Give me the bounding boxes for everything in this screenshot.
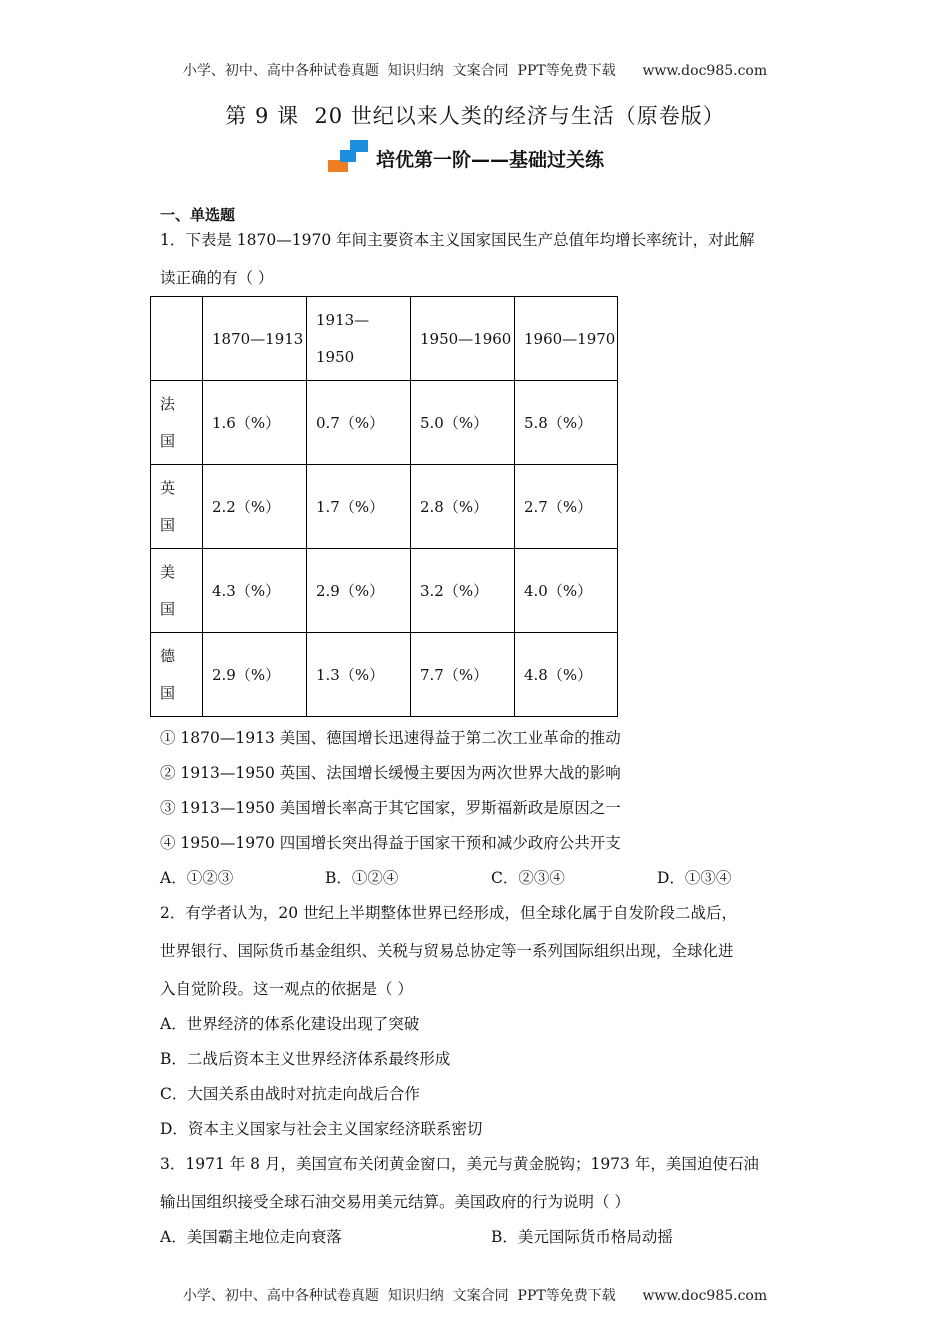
table-row: [151, 465, 618, 549]
table-row: [151, 549, 618, 633]
value-cell: 2.2（%）: [203, 465, 307, 549]
page-title: 第 9 课 20 世纪以来人类的经济与生活（原卷版）: [225, 104, 725, 128]
value-cell: 5.8（%）: [515, 381, 618, 465]
q3-stem-line: 3．1971 年 8 月，美国宣布关闭黄金窗口，美元与黄金脱钩；1973 年，美国迫使石油: [160, 1155, 759, 1173]
q1-stem-line2: 读正确的有（ ）: [160, 269, 274, 287]
value-cell: 3.2（%）: [411, 549, 515, 633]
country-cell: [151, 633, 203, 717]
q3-stem-line: 输出国组织接受全球石油交易用美元结算。美国政府的行为说明（ ）: [160, 1193, 630, 1211]
option-a[interactable]: A．①②③: [160, 869, 234, 887]
table-header-cell: 1960—1970: [515, 297, 618, 381]
country-char: 国: [160, 599, 176, 618]
section-heading: 一、单选题: [160, 206, 236, 224]
value-cell: 2.9（%）: [203, 633, 307, 717]
q1-stem-line1: 1．下表是 1870—1970 年间主要资本主义国家国民生产总值年均增长率统计，对此解: [160, 231, 755, 249]
country-char: 法: [160, 394, 176, 413]
q1-statement: ③ 1913—1950 美国增长率高于其它国家，罗斯福新政是原因之一: [160, 799, 621, 817]
growth-rate-table: [150, 296, 618, 717]
country-char: 国: [160, 431, 176, 450]
value-cell: 5.0（%）: [411, 381, 515, 465]
value-cell: 4.8（%）: [515, 633, 618, 717]
table-header-cell: [307, 297, 411, 381]
q2-stem-line: 2．有学者认为，20 世纪上半期整体世界已经形成，但全球化属于自发阶段二战后，: [160, 904, 738, 922]
country-char: 德: [160, 646, 176, 665]
option-b[interactable]: B．二战后资本主义世界经济体系最终形成: [160, 1050, 451, 1068]
value-cell: 2.8（%）: [411, 465, 515, 549]
table-header-row: [151, 297, 618, 381]
option-a[interactable]: A．世界经济的体系化建设出现了突破: [160, 1015, 420, 1033]
value-cell: 1.6（%）: [203, 381, 307, 465]
option-a[interactable]: A．美国霸主地位走向衰落: [160, 1228, 342, 1246]
option-b[interactable]: B．①②④: [325, 869, 399, 887]
option-c[interactable]: C．大国关系由战时对抗走向战后合作: [160, 1085, 420, 1103]
page-header: 小学、初中、高中各种试卷真题 知识归纳 文案合同 PPT等免费下载 www.doc985.com: [182, 63, 768, 79]
option-b[interactable]: B．美元国际货币格局动摇: [491, 1228, 673, 1246]
country-cell: [151, 465, 203, 549]
header-part: 1913—: [316, 310, 370, 329]
page-footer: 小学、初中、高中各种试卷真题 知识归纳 文案合同 PPT等免费下载 www.doc985.com: [182, 1288, 768, 1304]
stair-blocks-icon: [328, 140, 372, 176]
value-cell: 4.3（%）: [203, 549, 307, 633]
country-char: 国: [160, 515, 176, 534]
table-header-cell: 1950—1960: [411, 297, 515, 381]
value-cell: 7.7（%）: [411, 633, 515, 717]
level-banner: [328, 138, 604, 178]
table-row: [151, 381, 618, 465]
country-cell: [151, 549, 203, 633]
q1-statement: ① 1870—1913 美国、德国增长迅速得益于第二次工业革命的推动: [160, 729, 621, 747]
value-cell: 0.7（%）: [307, 381, 411, 465]
option-d[interactable]: D．资本主义国家与社会主义国家经济联系密切: [160, 1120, 483, 1138]
value-cell: 2.7（%）: [515, 465, 618, 549]
value-cell: 1.3（%）: [307, 633, 411, 717]
q2-stem-line: 入自觉阶段。这一观点的依据是（ ）: [160, 980, 413, 998]
country-char: 国: [160, 683, 176, 702]
value-cell: 1.7（%）: [307, 465, 411, 549]
q2-stem-line: 世界银行、国际货币基金组织、关税与贸易总协定等一系列国际组织出现，全球化进: [160, 942, 734, 960]
value-cell: 4.0（%）: [515, 549, 618, 633]
value-cell: 2.9（%）: [307, 549, 411, 633]
option-d[interactable]: D．①③④: [657, 869, 732, 887]
table-corner-cell: [151, 297, 203, 381]
country-char: 英: [160, 478, 176, 497]
q1-statement: ② 1913—1950 英国、法国增长缓慢主要因为两次世界大战的影响: [160, 764, 621, 782]
option-c[interactable]: C．②③④: [491, 869, 565, 887]
country-cell: [151, 381, 203, 465]
q1-statement: ④ 1950—1970 四国增长突出得益于国家干预和减少政府公共开支: [160, 834, 621, 852]
country-char: 美: [160, 562, 176, 581]
table-row: [151, 633, 618, 717]
header-part: 1950: [316, 347, 355, 366]
table-header-cell: 1870—1913: [203, 297, 307, 381]
banner-text: 培优第一阶——基础过关练: [376, 148, 605, 171]
